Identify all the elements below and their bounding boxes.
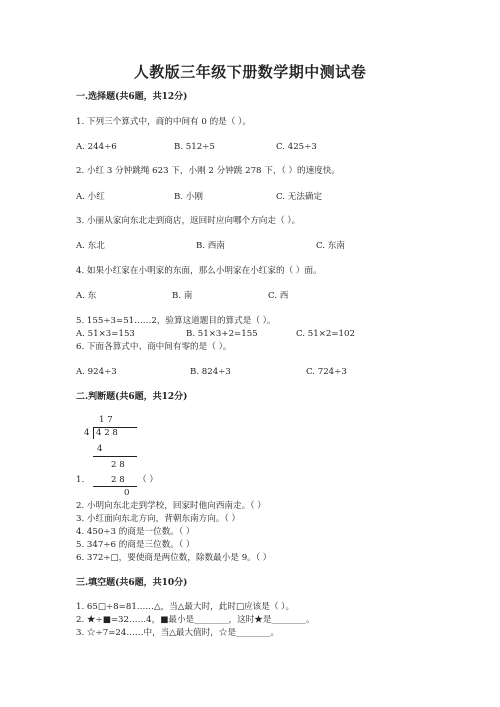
question-stem: 3. 小丽从家向东北走到商店，返回时应向哪个方向走（ ）。 — [76, 216, 301, 226]
division-bracket — [93, 427, 94, 439]
option-b: B. 824÷3 — [190, 367, 231, 377]
question-stem: 6. 下面各算式中、商中间有零的是（ ）。 — [76, 342, 232, 352]
option-b: B. 小刚 — [174, 192, 203, 202]
judge-question: 3. 小红面向东北方向，背朝东南方向。（ ） — [76, 514, 241, 524]
question-stem: 1. 下列三个算式中，商的中间有 0 的是（ ）。 — [76, 117, 251, 127]
division-quotient: 1 7 — [99, 415, 113, 425]
question-stem: 2. 小红 3 分钟跳绳 623 下，小刚 2 分钟跳 278 下，（ ）的速度快。 — [76, 166, 341, 176]
judge-question: 4. 450÷3 的商是一位数。（ ） — [76, 527, 195, 537]
judge-question: 5. 347÷6 的商是三位数。（ ） — [76, 540, 195, 550]
option-b: B. 51×3+2=155 — [186, 329, 258, 339]
option-b: B. 512÷5 — [174, 142, 215, 152]
option-b: B. 南 — [172, 291, 193, 301]
option-c: C. 西 — [268, 291, 289, 301]
option-c: C. 无法确定 — [276, 192, 323, 202]
division-line — [93, 456, 137, 457]
judge-question-label: 1. — [76, 475, 85, 485]
division-remainder: 0 — [124, 488, 130, 498]
option-c: C. 425÷3 — [276, 142, 317, 152]
question-stem: 4. 如果小红家在小明家的东面，那么小明家在小红家的（ ）面。 — [76, 266, 322, 276]
judge-question: 2. 小明向东北走到学校，回家时他向西南走。（ ） — [76, 501, 266, 511]
section-heading-judge: 二.判断题(共6题，共12分) — [76, 392, 188, 402]
question-stem: 5. 155÷3=51……2，验算这道题目的算式是（ ）。 — [76, 316, 276, 326]
division-step: 4 — [97, 444, 103, 454]
fill-question: 2. ★÷■=32……4，■最小是________，这时★是________。 — [76, 615, 315, 625]
section-heading-choice: 一.选择题(共6题，共12分) — [76, 92, 188, 102]
fill-question: 3. ☆÷7=24……中，当△最大值时，☆是________。 — [76, 628, 280, 638]
option-a: A. 小红 — [76, 192, 105, 202]
long-division — [84, 413, 144, 483]
option-a: A. 东 — [76, 291, 97, 301]
division-step: 2 8 — [111, 460, 125, 470]
option-c: C. 51×2=102 — [296, 329, 355, 339]
option-a: A. 244÷6 — [76, 142, 117, 152]
division-divisor: 4 — [84, 428, 90, 438]
division-dividend: 4 2 8 — [96, 428, 118, 438]
answer-paren: （ ） — [138, 475, 158, 485]
option-c: C. 东南 — [316, 241, 345, 251]
division-line — [93, 486, 137, 487]
fill-question: 1. 65□÷8=81……△，当△最大时，此时□应该是（ ）。 — [76, 602, 295, 612]
section-heading-fill: 三.填空题(共6题，共10分) — [76, 578, 188, 588]
division-step: 2 8 — [111, 475, 125, 485]
page-title: 人教版三年级下册数学期中测试卷 — [133, 63, 367, 81]
option-a: A. 924÷3 — [76, 367, 117, 377]
judge-question: 6. 372÷□，要使商是两位数，除数最小是 9。（ ） — [76, 553, 272, 563]
option-c: C. 724÷3 — [306, 367, 347, 377]
option-a: A. 51×3=153 — [76, 329, 135, 339]
option-a: A. 东北 — [76, 241, 105, 251]
option-b: B. 西南 — [196, 241, 225, 251]
